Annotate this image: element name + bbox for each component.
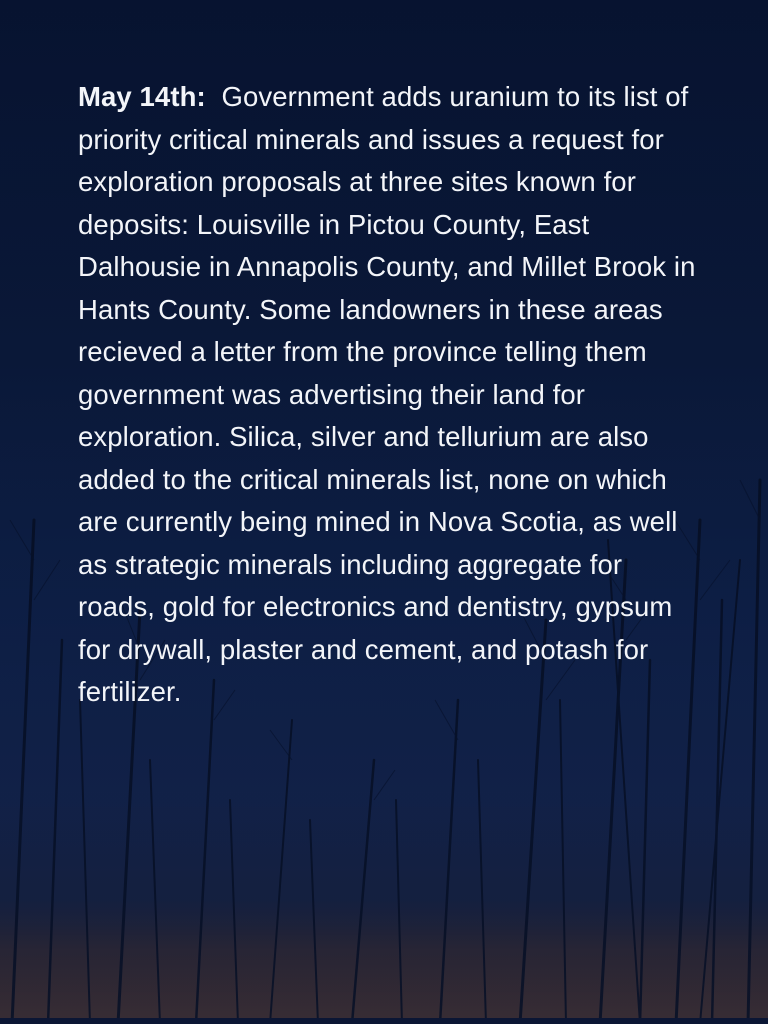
bottom-edge (0, 1018, 768, 1024)
entry-text: Government adds uranium to its list of priority critical minerals and issues a request for exploration proposals at three sites known for deposits: Louisville in Pictou County, East Dalhousie in Annapolis County, and Millet Brook in Hants County. Some landowners in these areas recieved a letter from the province telling them government was advertising their land for exploration. Silica, silver and tellurium are also added to the critical minerals list, none on which are currently being mined in Nova Scotia, as well as strategic minerals including aggregate for roads, gold for electronics and dentistry, gypsum for drywall, plaster and cement, and potash for fertilizer. (78, 81, 696, 707)
entry-date: May 14th: (78, 81, 206, 112)
timeline-entry (78, 76, 698, 714)
